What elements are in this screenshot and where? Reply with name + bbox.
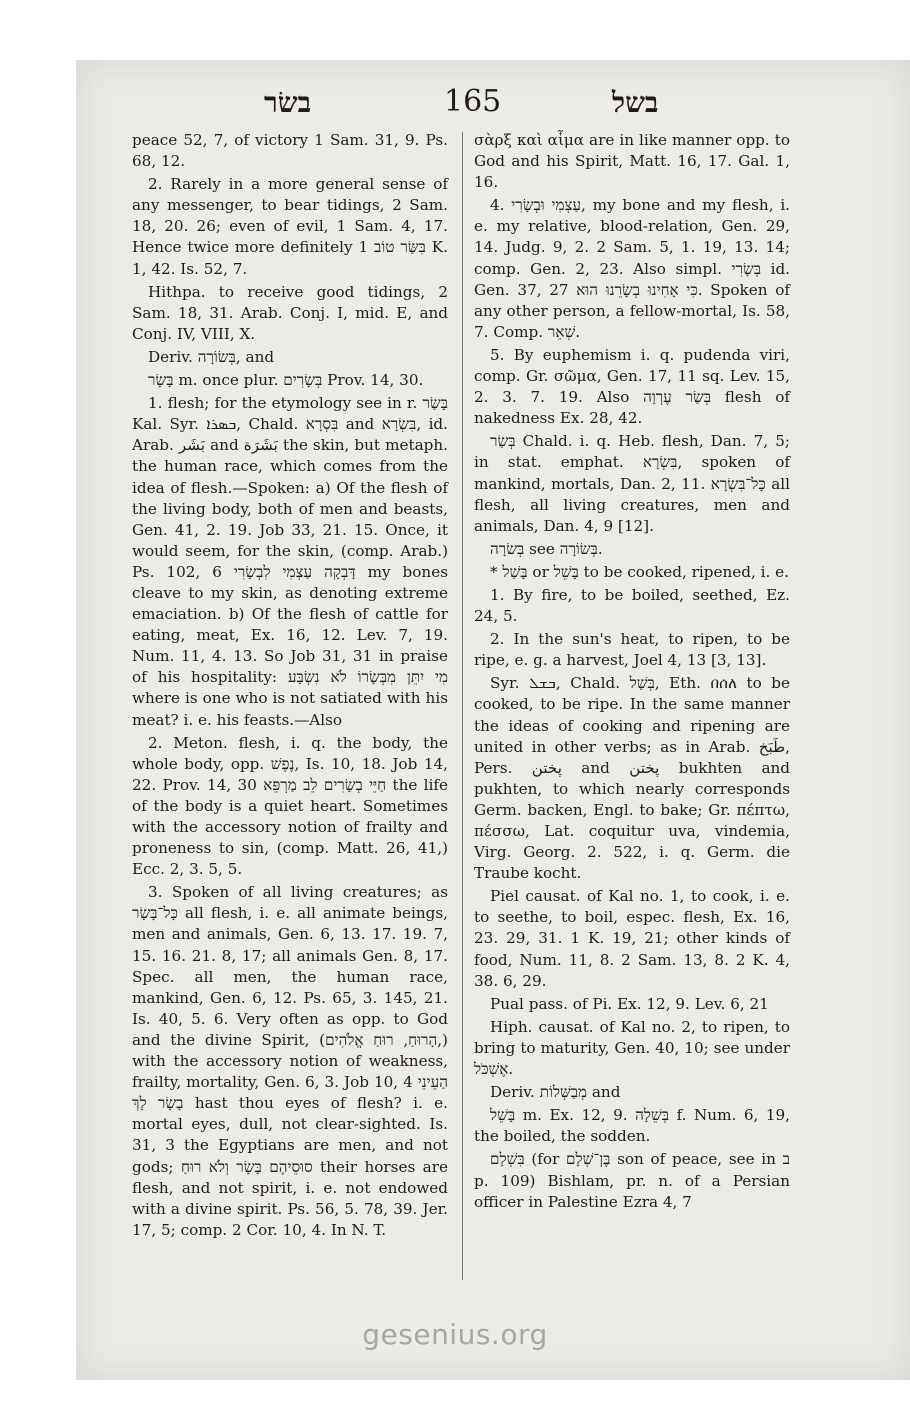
left-column xyxy=(132,130,448,1290)
header-left-word: בשׂר xyxy=(264,86,312,119)
site-watermark: gesenius.org xyxy=(362,1318,548,1351)
dictionary-paragraph: 1. flesh; for the etymology see in r. בָּשַׂר Kal. Syr. ܒܣܪܐ, Chald. בִּסְרָא and בִּשְׂרָא, id. Arab. بَشَر and بَشَرَة the skin, but metaph. the human race, which comes from the idea of flesh.—Spoken: a) Of the flesh of the living body, both of men and beasts, Gen. 41, 2. 19. Job 33, 21. 15. Once, it would seem, for the skin, (comp. Arab.) Ps. 102, 6 דָּבְקָה עַצְמִי לִבְשָׂרִי my bones cleave to my skin, as denoting extreme emaciation. b) Of the flesh of cattle for eating, meat, Ex. 16, 12. Lev. 7, 19. Num. 11, 4. 13. So Job 31, 31 in praise of his hospitality: מִי יִתֵּן מִבְּשָׂרוֹ לֹא נִשְׂבָּע where is one who is not satiated with his meat? i. e. his feasts.—Also xyxy=(132,394,448,729)
dictionary-paragraph: Hithpa. to receive good tidings, 2 Sam. 18, 31. Arab. Conj. I, mid. E, and Conj. IV, VIII, X. xyxy=(132,282,448,343)
dictionary-paragraph: σὰρξ καὶ αἷμα are in like manner opp. to God and his Spirit, Matt. 16, 17. Gal. 1, 16. xyxy=(474,131,790,192)
dictionary-paragraph: בְּשׂרָה see בְּשׂוֹרָה. xyxy=(490,539,603,558)
dictionary-paragraph: Piel causat. of Kal no. 1, to cook, i. e. to seethe, to boil, espec. flesh, Ex. 16, 23. 29, 31. 1 K. 19, 21; other kinds of food, Num. 11, 8. 2 Sam. 13, 8. 2 K. 4, 38. 6, 29. xyxy=(474,887,790,990)
dictionary-paragraph: 4. עַצְמִי וּבְשָׂרִי, my bone and my flesh, i. e. my relative, blood-relation, Gen. 29, 14. Judg. 9, 2. 2 Sam. 5, 1. 19, 13. 14; comp. Gen. 2, 23. Also simpl. בְּשָׂרִי id. Gen. 37, 27 כִּי אָחִינוּ בְשָׂרֵנוּ הוּא. Spoken of any other person, a fellow-mortal, Is. 58, 7. Comp. שְׁאֵר. xyxy=(474,196,790,341)
dictionary-paragraph: Syr. ܒܫܠ, Chald. בְּשַׁל, Eth. በሰለ to be cooked, to be ripe. In the same manner the ideas of cooking and ripening are united in other verbs; as in Arab. طَبَخ, Pers. پختن and پختن bukhten and pukhten, to which nearly corresponds Germ. backen, Engl. to bake; Gr. πέπτω, πέσσω, Lat. coquitur uva, vindemia, Virg. Georg. 2. 522, i. q. Germ. die Traube kocht. xyxy=(474,674,791,883)
dictionary-paragraph: 3. Spoken of all living creatures; as כָּל־בָּשָׂר all flesh, i. e. all animate beings, men and animals, Gen. 6, 13. 17. 19. 7, 15. 16. 21. 8, 17; all animals Gen. 8, 17. Spec. all men, the human race, mankind, Gen. 6, 12. Ps. 65, 3. 145, 21. Is. 40, 5. 6. Very often as opp. to God and the divine Spirit, (הָרוּחַ, רוּחַ אֱלֹהִים,) with the accessory notion of weakness, frailty, mortality, Gen. 6, 3. Job 10, 4 הַעֵינֵי בָשָׂר לָךְ hast thou eyes of flesh? i. e. mortal eyes, dull, not clear-sighted. Is. 31, 3 the Egyptians are men, and not gods; סוּסֵיהֶם בָּשָׂר וְלֹא רוּחַ their horses are flesh, and not spirit, i. e. not endowed with a divine spirit. Ps. 56, 5. 78, 39. Jer. 17, 5; comp. 2 Cor. 10, 4. In N. T. xyxy=(132,883,448,1239)
dictionary-paragraph: בָּשֵׁל m. Ex. 12, 9. בְּשֵׁלָה f. Num. 6, 19, the boiled, the sodden. xyxy=(474,1106,790,1146)
dictionary-paragraph: * בָּשַׁל or בָּשֵׁל to be cooked, ripened, i. e. xyxy=(490,562,789,581)
dictionary-paragraph: peace 52, 7, of victory 1 Sam. 31, 9. Ps. 68, 12. xyxy=(132,131,448,171)
column-divider xyxy=(462,132,463,1280)
page-header xyxy=(86,84,826,124)
dictionary-paragraph: 2. Meton. flesh, i. q. the body, the whole body, opp. נֶפֶשׁ, Is. 10, 18. Job 14, 22. Prov. 14, 30 חַיֵּי בְשָׂרִים לֵב מַרְפֵּא the life of the body is a quiet heart. Sometimes with the accessory notion of frailty and proneness to sin, (comp. Matt. 26, 41,) Ecc. 2, 3. 5, 5. xyxy=(132,733,449,879)
dictionary-paragraph: בְּשַׂר Chald. i. q. Heb. flesh, Dan. 7, 5; in stat. emphat. בִּשְׂרָא, spoken of mankind, mortals, Dan. 2, 11. כָּל־בִּשְׂרָא all flesh, all living creatures, men and animals, Dan. 4, 9 [12]. xyxy=(474,432,790,535)
dictionary-paragraph: Deriv. מְבַשְּׁלוֹת and xyxy=(490,1083,621,1102)
dictionary-paragraph: 2. In the sun's heat, to ripen, to be ripe, e. g. a harvest, Joel 4, 13 [3, 13]. xyxy=(474,630,790,670)
header-right-word: בשל xyxy=(612,86,659,119)
page-number: 165 xyxy=(444,84,502,119)
dictionary-paragraph: Deriv. בְּשׂוֹרָה, and xyxy=(148,347,275,366)
dictionary-paragraph: בִּשְׁלָם (for בֶּן־שְׁלָם son of peace, see in ב p. 109) Bishlam, pr. n. of a Persian officer in Palestine Ezra 4, 7 xyxy=(474,1150,790,1211)
dictionary-paragraph: 5. By euphemism i. q. pudenda viri, comp. Gr. σῶμα, Gen. 17, 11 sq. Lev. 15, 2. 3. 7. 19. Also בְּשַׂר עֶרְוָה flesh of nakedness Ex. 28, 42. xyxy=(474,345,790,428)
dictionary-paragraph: Pual pass. of Pi. Ex. 12, 9. Lev. 6, 21 xyxy=(490,994,769,1013)
dictionary-paragraph: Hiph. causat. of Kal no. 2, to ripen, to bring to maturity, Gen. 40, 10; see under אֶשְׁכֹּל. xyxy=(474,1017,790,1079)
dictionary-paragraph: בָּשָׂר m. once plur. בְּשָׂרִים Prov. 14, 30. xyxy=(148,371,424,390)
right-column xyxy=(474,130,791,1211)
dictionary-paragraph: 1. By fire, to be boiled, seethed, Ez. 24, 5. xyxy=(474,585,790,626)
dictionary-paragraph: 2. Rarely in a more general sense of any messenger, to bear tidings, 2 Sam. 18, 20. 26; even of evil, 1 Sam. 4, 17. Hence twice more definitely בִּשַּׂר טוֹב 1 K. 1, 42. Is. 52, 7. xyxy=(132,175,448,278)
